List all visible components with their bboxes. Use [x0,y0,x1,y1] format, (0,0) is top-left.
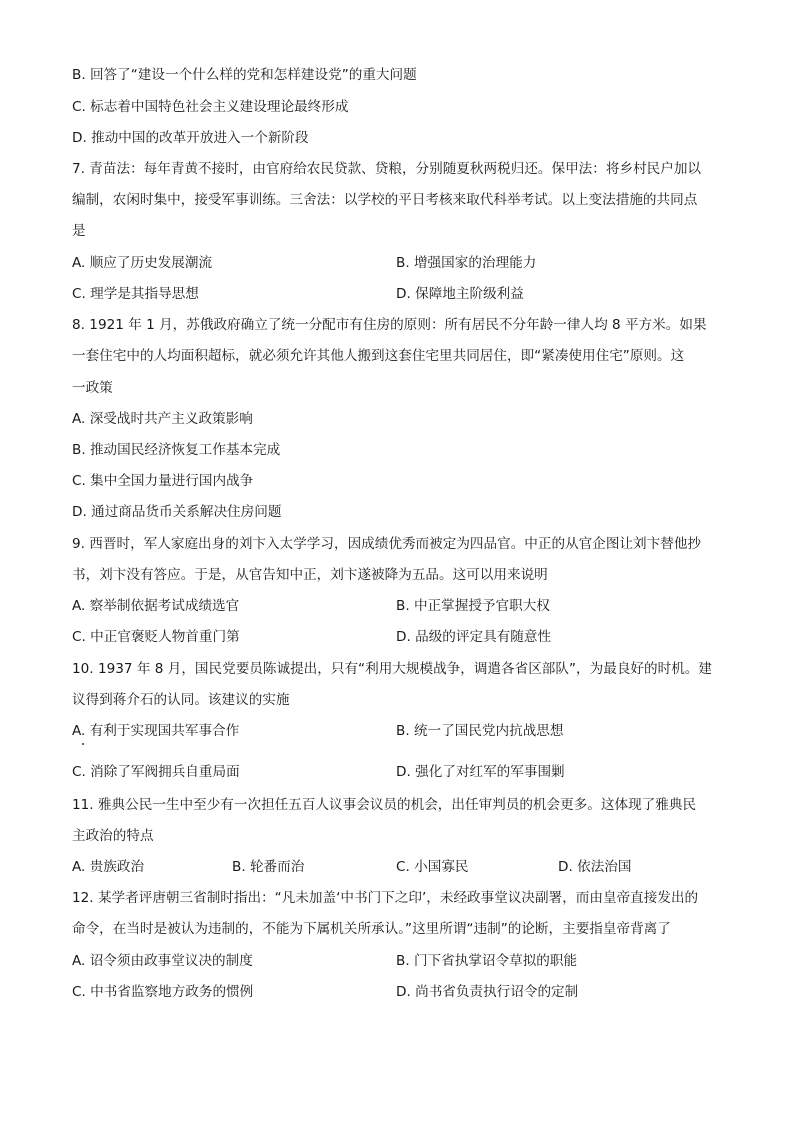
q9-stem-line-1: 9. 西晋时，军人家庭出身的刘卞入太学学习，因成绩优秀而被定为四品官。中正的从官企图让刘卞替他抄 [72,536,702,552]
q10-option-b: B. 统一了国民党内抗战思想 [396,723,564,739]
q12-option-d: D. 尚书省负责执行诏令的定制 [396,984,579,1000]
q9-option-c: C. 中正官褒贬人物首重门第 [72,629,240,645]
q12-stem-line-2: 命令，在当时是被认为违制的，不能为下属机关所承认。”这里所谓“违制”的论断，主要指皇帝背离了 [72,921,671,937]
q12-stem-line-1: 12. 某学者评唐朝三省制时指出：“凡未加盖‘中书门下之印’，未经政事堂议决副署，而由皇帝直接发出的 [72,890,699,906]
q8-option-d: D. 通过商品货币关系解决住房问题 [72,504,282,520]
prev-option-d: D. 推动中国的改革开放进入一个新阶段 [72,130,309,146]
prev-option-b: B. 回答了“建设一个什么样的党和怎样建设党”的重大问题 [72,67,417,83]
q11-option-d: D. 依法治国 [558,859,632,875]
q8-option-a: A. 深受战时共产主义政策影响 [72,411,253,427]
q10-stem-line-1: 10. 1937 年 8 月，国民党要员陈诚提出，只有“利用大规模战争，调遣各省区部队”，为最良好的时机。建 [72,661,712,677]
q7-stem-line-1: 7. 青苗法：每年青黄不接时，由官府给农民贷款、贷粮，分别随夏秋两税归还。保甲法：将乡村民户加以 [72,161,702,177]
q8-stem-line-2: 一套住宅中的人均面积超标，就必须允许其他人搬到这套住宅里共同居住，即“紧凑使用住宅”原则。这 [72,348,685,364]
q11-option-b: B. 轮番而治 [232,859,305,875]
q8-stem-line-1: 8. 1921 年 1 月，苏俄政府确立了统一分配市有住房的原则：所有居民不分年龄一律人均 8 平方米。如果 [72,317,707,333]
q12-option-a: A. 诏令须由政事堂议决的制度 [72,953,253,969]
q8-option-b: B. 推动国民经济恢复工作基本完成 [72,442,281,458]
q8-option-c: C. 集中全国力量进行国内战争 [72,473,254,489]
q7-option-c: C. 理学是其指导思想 [72,286,199,302]
stray-dot-mark [82,743,84,745]
q7-option-a: A. 顺应了历史发展潮流 [72,255,213,271]
q10-option-a: A. 有利于实现国共军事合作 [72,723,240,739]
q9-option-d: D. 品级的评定具有随意性 [396,629,552,645]
q7-stem-line-2: 编制，农闲时集中，接受军事训练。三舍法：以学校的平日考核来取代科举考试。以上变法措施的共同点 [72,192,698,208]
q7-stem-line-3: 是 [72,223,86,239]
q12-option-c: C. 中书省监察地方政务的惯例 [72,984,254,1000]
q7-option-b: B. 增强国家的治理能力 [396,255,537,271]
q7-option-d: D. 保障地主阶级利益 [396,286,524,302]
q8-stem-line-3: 一政策 [72,380,113,396]
q9-stem-line-2: 书，刘卞没有答应。于是，从官告知中正，刘卞遂被降为五品。这可以用来说明 [72,567,548,583]
q10-option-c: C. 消除了军阀拥兵自重局面 [72,764,240,780]
q12-option-b: B. 门下省执掌诏令草拟的职能 [396,953,578,969]
q11-option-a: A. 贵族政治 [72,859,145,875]
q9-option-a: A. 察举制依据考试成绩选官 [72,598,240,614]
q11-stem-line-2: 主政治的特点 [72,828,154,844]
q9-option-b: B. 中正掌握授予官职大权 [396,598,550,614]
q10-option-d: D. 强化了对红军的军事围剿 [396,764,565,780]
q10-stem-line-2: 议得到蒋介石的认同。该建议的实施 [72,692,290,708]
q11-option-c: C. 小国寡民 [396,859,469,875]
prev-option-c: C. 标志着中国特色社会主义建设理论最终形成 [72,99,349,115]
q11-stem-line-1: 11. 雅典公民一生中至少有一次担任五百人议事会议员的机会，出任审判员的机会更多。这体现了雅典民 [72,797,697,813]
